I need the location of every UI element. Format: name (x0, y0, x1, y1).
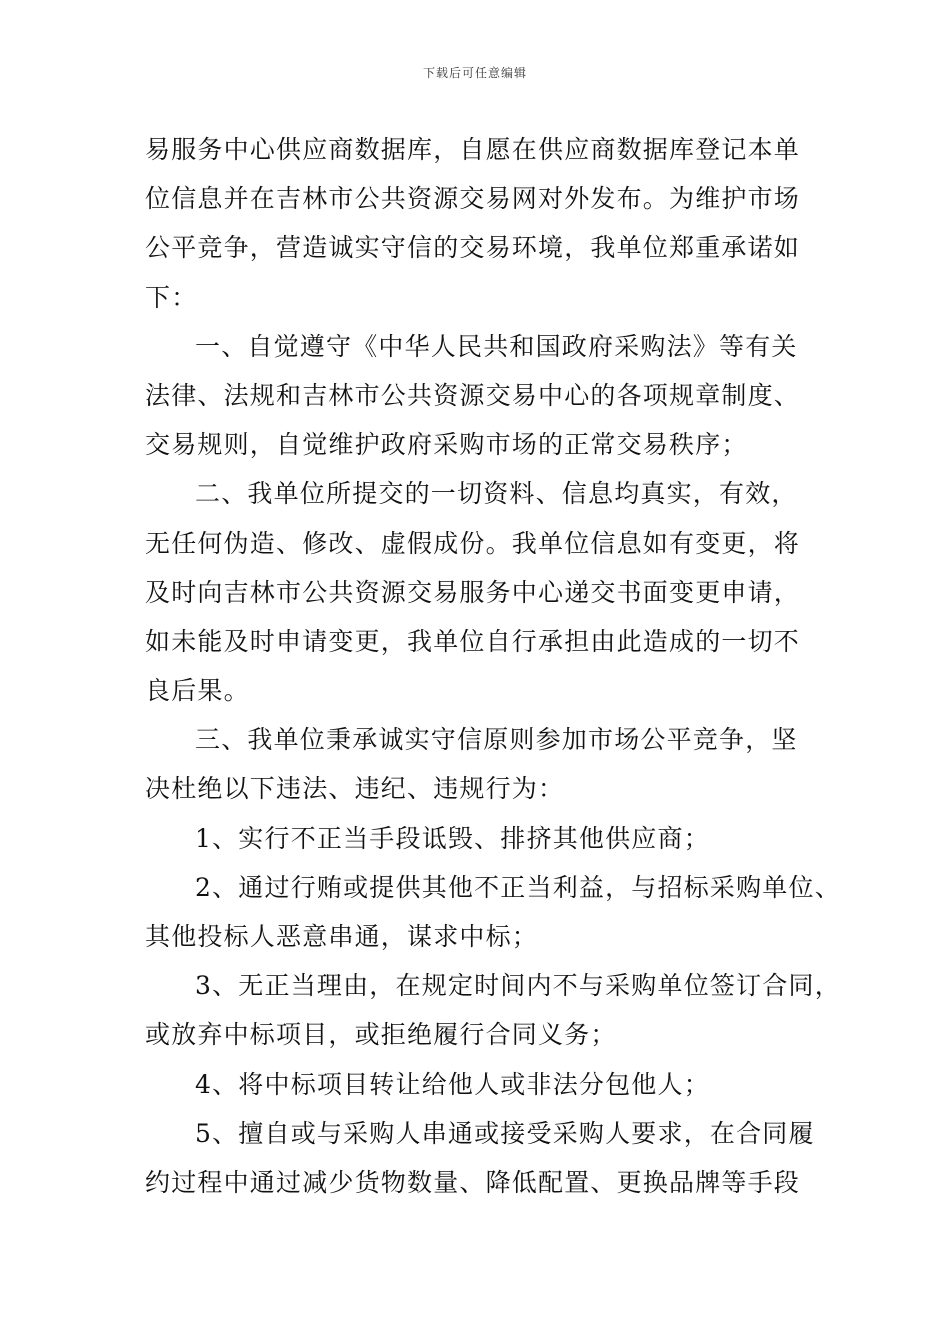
text-line: 法律、法规和吉林市公共资源交易中心的各项规章制度、 (145, 380, 801, 410)
text-line: 公平竞争，营造诚实守信的交易环境，我单位郑重承诺如 (145, 233, 801, 263)
text-line: 及时向吉林市公共资源交易服务中心递交书面变更申请， (145, 577, 801, 607)
page-header: 下载后可任意编辑 (422, 66, 527, 80)
list-item: 3、无正当理由，在规定时间内不与采购单位签订合同， (195, 971, 841, 1001)
paragraph-first-line: 三、我单位秉承诚实守信原则参加市场公平竞争，坚 (195, 725, 798, 755)
text-line: 易服务中心供应商数据库，自愿在供应商数据库登记本单 (145, 135, 801, 164)
text-line: 位信息并在吉林市公共资源交易网对外发布。为维护市场 (145, 184, 801, 214)
text-line: 其他投标人恶意串通，谋求中标； (145, 922, 539, 951)
list-item: 2、通过行贿或提供其他不正当利益，与招标采购单位、 (195, 872, 841, 902)
list-item: 4、将中标项目转让给他人或非法分包他人； (195, 1069, 710, 1099)
text-line: 如未能及时申请变更，我单位自行承担由此造成的一切不 (145, 626, 801, 656)
text-line: 良后果。 (145, 676, 250, 706)
list-item: 5、擅自或与采购人串通或接受采购人要求，在合同履 (195, 1118, 815, 1148)
text-line: 下： (145, 282, 198, 312)
text-line: 约过程中通过减少货物数量、降低配置、更换品牌等手段 (145, 1167, 801, 1197)
paragraph-first-line: 一、自觉遵守《中华人民共和国政府采购法》等有关 (195, 331, 798, 361)
text-line: 无任何伪造、修改、虚假成份。我单位信息如有变更，将 (145, 528, 801, 558)
text-line: 交易规则，自觉维护政府采购市场的正常交易秩序； (145, 430, 748, 460)
paragraph-first-line: 二、我单位所提交的一切资料、信息均真实，有效， (195, 479, 798, 509)
text-line: 或放弃中标项目，或拒绝履行合同义务； (145, 1020, 617, 1050)
text-line: 决杜绝以下违法、违纪、违规行为： (145, 774, 565, 804)
document-body (145, 125, 841, 1207)
list-item: 1、实行不正当手段诋毁、排挤其他供应商； (195, 823, 710, 853)
